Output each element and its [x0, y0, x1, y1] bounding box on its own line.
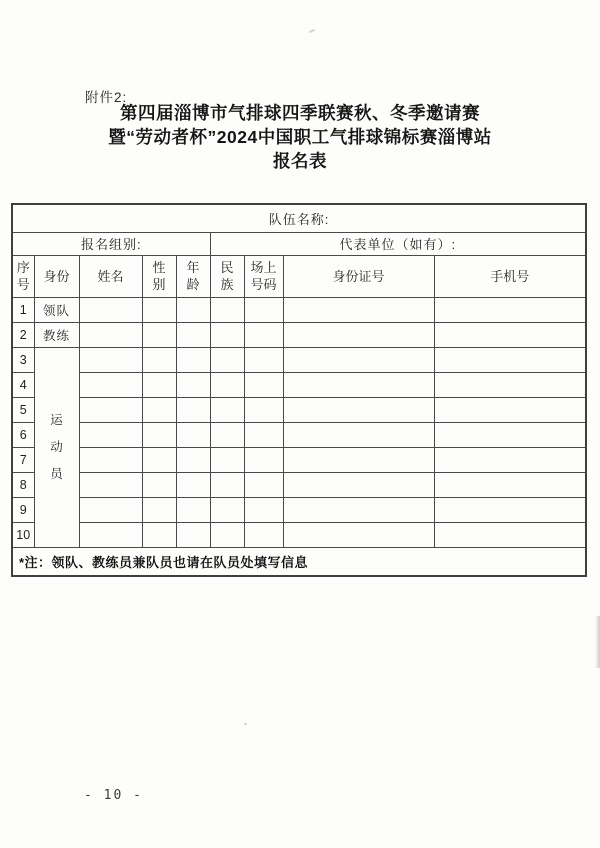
cell-blank [176, 372, 210, 397]
registration-table [11, 203, 587, 577]
cell-serial: 2 [12, 322, 34, 347]
cell-serial: 5 [12, 397, 34, 422]
cell-blank [79, 522, 142, 547]
cell-blank [434, 322, 586, 347]
group-label: 报名组别: [12, 232, 210, 255]
cell-blank [142, 347, 176, 372]
scan-artifact [244, 723, 247, 725]
header-line: 族 [220, 277, 234, 292]
cell-blank [176, 347, 210, 372]
table-row [12, 322, 586, 347]
cell-identity: 领队 [34, 297, 79, 322]
form-title [0, 101, 600, 173]
cell-blank [244, 422, 283, 447]
cell-blank [176, 397, 210, 422]
cell-blank [176, 497, 210, 522]
cell-serial: 10 [12, 522, 34, 547]
cell-blank [434, 372, 586, 397]
cell-blank [142, 422, 176, 447]
cell-blank [210, 372, 244, 397]
form-title-line2: 暨“劳动者杯”2024中国职工气排球锦标赛淄博站 [108, 127, 492, 147]
cell-blank [79, 447, 142, 472]
scan-artifact [595, 616, 600, 668]
cell-blank [283, 447, 434, 472]
cell-blank [79, 472, 142, 497]
table-row [12, 472, 586, 497]
header-line: 场上 [250, 260, 277, 275]
cell-blank [283, 522, 434, 547]
unit-label: 代表单位（如有）: [210, 232, 586, 255]
cell-blank [210, 522, 244, 547]
form-title-line3: 报名表 [273, 151, 327, 171]
col-header-age [176, 255, 210, 297]
page-number: - 10 - [84, 788, 143, 803]
cell-blank [210, 497, 244, 522]
table-row [12, 397, 586, 422]
cell-blank [210, 472, 244, 497]
cell-blank [176, 297, 210, 322]
cell-blank [434, 297, 586, 322]
cell-blank [210, 297, 244, 322]
cell-blank [210, 397, 244, 422]
cell-serial: 4 [12, 372, 34, 397]
note-row [12, 547, 586, 576]
col-header-name: 姓名 [79, 255, 142, 297]
cell-blank [244, 397, 283, 422]
cell-blank [434, 472, 586, 497]
table-row [12, 522, 586, 547]
cell-blank [176, 472, 210, 497]
cell-blank [142, 397, 176, 422]
cell-serial: 8 [12, 472, 34, 497]
cell-blank [283, 422, 434, 447]
table-row [12, 372, 586, 397]
table-row [12, 347, 586, 372]
table-header-row [12, 255, 586, 297]
team-name-row [12, 204, 586, 232]
col-header-identity: 身份 [34, 255, 79, 297]
cell-blank [283, 397, 434, 422]
cell-blank [244, 297, 283, 322]
cell-blank [79, 347, 142, 372]
col-header-jersey [244, 255, 283, 297]
cell-blank [142, 372, 176, 397]
header-line: 序 [16, 260, 30, 275]
cell-blank [142, 522, 176, 547]
cell-blank [176, 447, 210, 472]
col-header-id-number: 身份证号 [283, 255, 434, 297]
cell-blank [244, 472, 283, 497]
athlete-label-char: 动 [50, 439, 63, 454]
cell-blank [244, 447, 283, 472]
cell-blank [176, 422, 210, 447]
header-line: 别 [152, 277, 166, 292]
col-header-phone: 手机号 [434, 255, 586, 297]
cell-blank [142, 472, 176, 497]
col-header-ethnicity [210, 255, 244, 297]
cell-identity: 教练 [34, 322, 79, 347]
table-row [12, 297, 586, 322]
cell-serial: 3 [12, 347, 34, 372]
table-row [12, 497, 586, 522]
cell-blank [79, 397, 142, 422]
cell-blank [142, 497, 176, 522]
cell-blank [79, 297, 142, 322]
cell-blank [283, 322, 434, 347]
group-row [12, 232, 586, 255]
cell-blank [244, 497, 283, 522]
header-line: 号码 [250, 277, 277, 292]
cell-blank [142, 447, 176, 472]
header-line: 号 [16, 277, 30, 292]
cell-blank [434, 447, 586, 472]
table-row [12, 447, 586, 472]
cell-blank [210, 422, 244, 447]
cell-blank [142, 322, 176, 347]
header-line: 民 [220, 260, 234, 275]
cell-blank [176, 522, 210, 547]
header-line: 年 [186, 260, 200, 275]
cell-serial: 6 [12, 422, 34, 447]
athlete-label-char: 运 [50, 412, 63, 427]
cell-blank [210, 322, 244, 347]
table-row [12, 422, 586, 447]
cell-blank [283, 372, 434, 397]
cell-serial: 1 [12, 297, 34, 322]
cell-serial: 7 [12, 447, 34, 472]
cell-blank [244, 522, 283, 547]
cell-blank [283, 497, 434, 522]
cell-blank [210, 447, 244, 472]
col-header-no [12, 255, 34, 297]
cell-blank [434, 522, 586, 547]
cell-blank [434, 397, 586, 422]
form-title-line1: 第四届淄博市气排球四季联赛秋、冬季邀请赛 [120, 103, 480, 123]
cell-blank [210, 347, 244, 372]
cell-blank [434, 422, 586, 447]
col-header-gender [142, 255, 176, 297]
note-text: *注：领队、教练员兼队员也请在队员处填写信息 [12, 547, 586, 576]
header-line: 龄 [186, 277, 200, 292]
cell-blank [244, 347, 283, 372]
cell-blank [176, 322, 210, 347]
athlete-label-char: 员 [50, 466, 63, 481]
cell-blank [244, 322, 283, 347]
cell-blank [283, 472, 434, 497]
scan-artifact [309, 29, 315, 33]
cell-blank [434, 497, 586, 522]
cell-blank [79, 497, 142, 522]
cell-blank [79, 422, 142, 447]
cell-blank [142, 297, 176, 322]
attachment-label: 附件2: [85, 90, 128, 105]
cell-blank [244, 372, 283, 397]
header-line: 性 [152, 260, 166, 275]
cell-blank [79, 372, 142, 397]
cell-serial: 9 [12, 497, 34, 522]
cell-blank [283, 297, 434, 322]
cell-blank [434, 347, 586, 372]
cell-blank [283, 347, 434, 372]
team-name-label: 队伍名称: [12, 204, 586, 232]
cell-identity-athlete [34, 347, 79, 547]
cell-blank [79, 322, 142, 347]
